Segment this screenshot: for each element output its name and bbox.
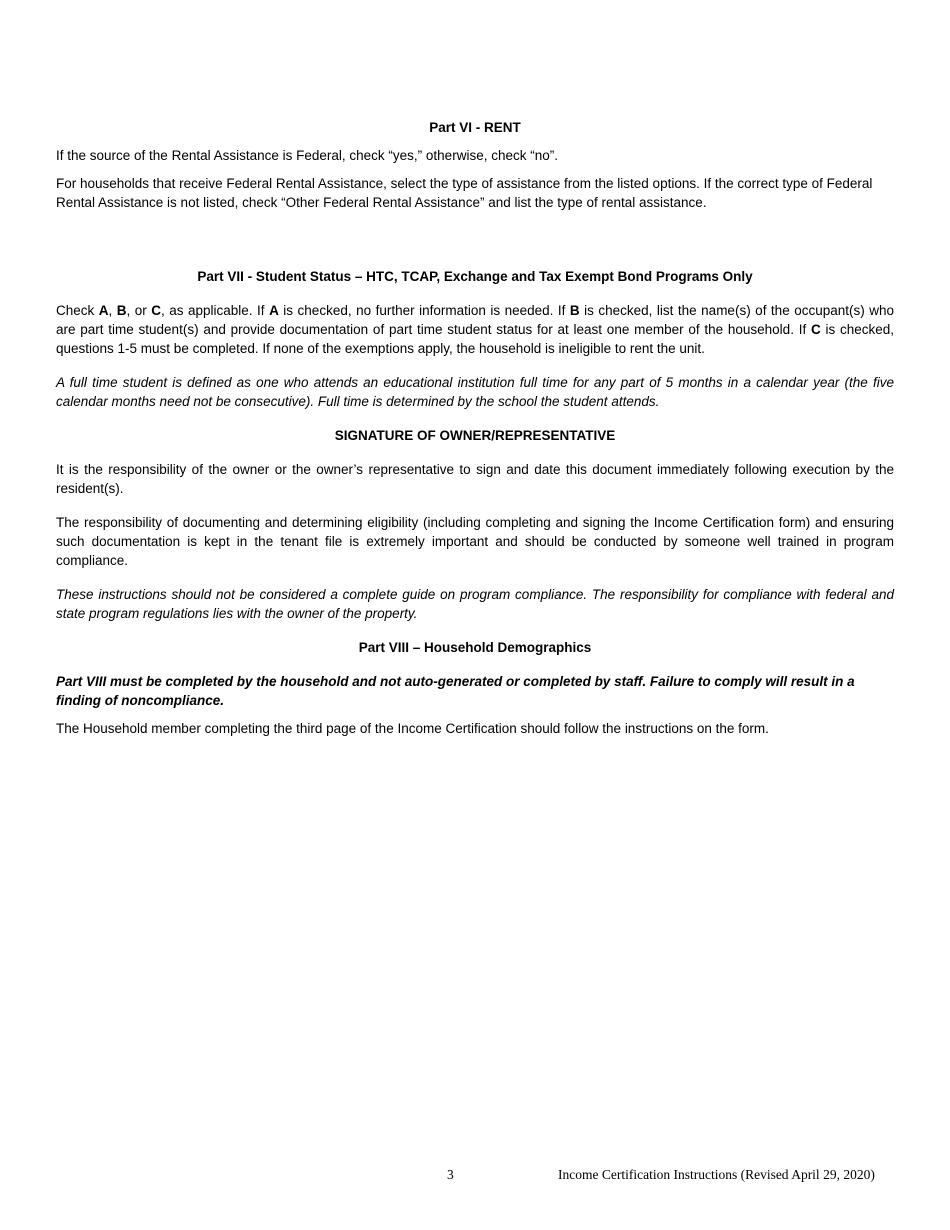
signature-paragraph-disclaimer: These instructions should not be considered a complete guide on program compliance. The responsibility for compliance with federal and state program regulations lies with the owner of the property. — [56, 587, 894, 621]
part7-letter-a-2: A — [269, 303, 279, 318]
part7-letter-b: B — [116, 303, 127, 318]
part7-letter-c: C — [151, 303, 162, 318]
part7-sep-1: , — [108, 303, 117, 318]
part8-paragraph-instructions: The Household member completing the third page of the Income Certification should follow the instructions on the form. — [56, 721, 769, 736]
page-number: 3 — [447, 1167, 454, 1182]
part8-warning: Part VIII must be completed by the household and not auto-generated or completed by staff. Failure to comply will result in a finding of noncompliance. — [56, 674, 855, 708]
page-footer — [0, 1167, 950, 1187]
part7-sep-2: , or — [126, 303, 152, 318]
part7-check-paragraph — [56, 301, 894, 358]
part7-check-text-1: Check — [56, 303, 99, 318]
part6-heading: Part VI - RENT — [429, 120, 521, 135]
part7-heading: Part VII - Student Status – HTC, TCAP, Exchange and Tax Exempt Bond Programs Only — [197, 269, 753, 284]
part6-paragraph-source: If the source of the Rental Assistance is Federal, check “yes,” otherwise, check “no”. — [56, 148, 558, 163]
part7-letter-c-2: C — [810, 322, 821, 337]
part8-heading: Part VIII – Household Demographics — [358, 640, 592, 655]
part7-letter-a: A — [98, 303, 109, 318]
part7-letter-b-2: B — [569, 303, 580, 318]
signature-heading: SIGNATURE OF OWNER/REPRESENTATIVE — [334, 428, 616, 443]
part6-paragraph-type: For households that receive Federal Rental Assistance, select the type of assistance from the listed options. If the correct type of Federal Rental Assistance is not listed, check “Other Federal Rental Assistance” and list the type of rental assistance. — [56, 176, 873, 210]
footer-document-title: Income Certification Instructions (Revised April 29, 2020) — [558, 1167, 875, 1182]
part7-check-text-4: is checked, list the name(s) of the occupant(s) who are part time student(s) and provide documentation of part time student status for at least one member of the household. If — [56, 303, 894, 337]
part7-check-text-3: is checked, no further information is needed. If — [278, 303, 570, 318]
full-time-student-definition: A full time student is defined as one who attends an educational institution full time for any part of 5 months in a calendar year (the five calendar months need not be consecutive). Full time is determined by the school the student attends. — [56, 375, 894, 409]
signature-paragraph-documentation: The responsibility of documenting and determining eligibility (including completing and signing the Income Certification form) and ensuring such documentation is kept in the tenant file is extremely important and should be conducted by someone well trained in program compliance. — [56, 515, 894, 568]
document-page — [56, 118, 894, 738]
signature-paragraph-responsibility: It is the responsibility of the owner or the owner’s representative to sign and date this document immediately following execution by the resident(s). — [56, 462, 894, 496]
part7-check-text-5: is checked, questions 1-5 must be completed. If none of the exemptions apply, the household is ineligible to rent the unit. — [56, 322, 894, 356]
part7-check-text-2: , as applicable. If — [161, 303, 270, 318]
